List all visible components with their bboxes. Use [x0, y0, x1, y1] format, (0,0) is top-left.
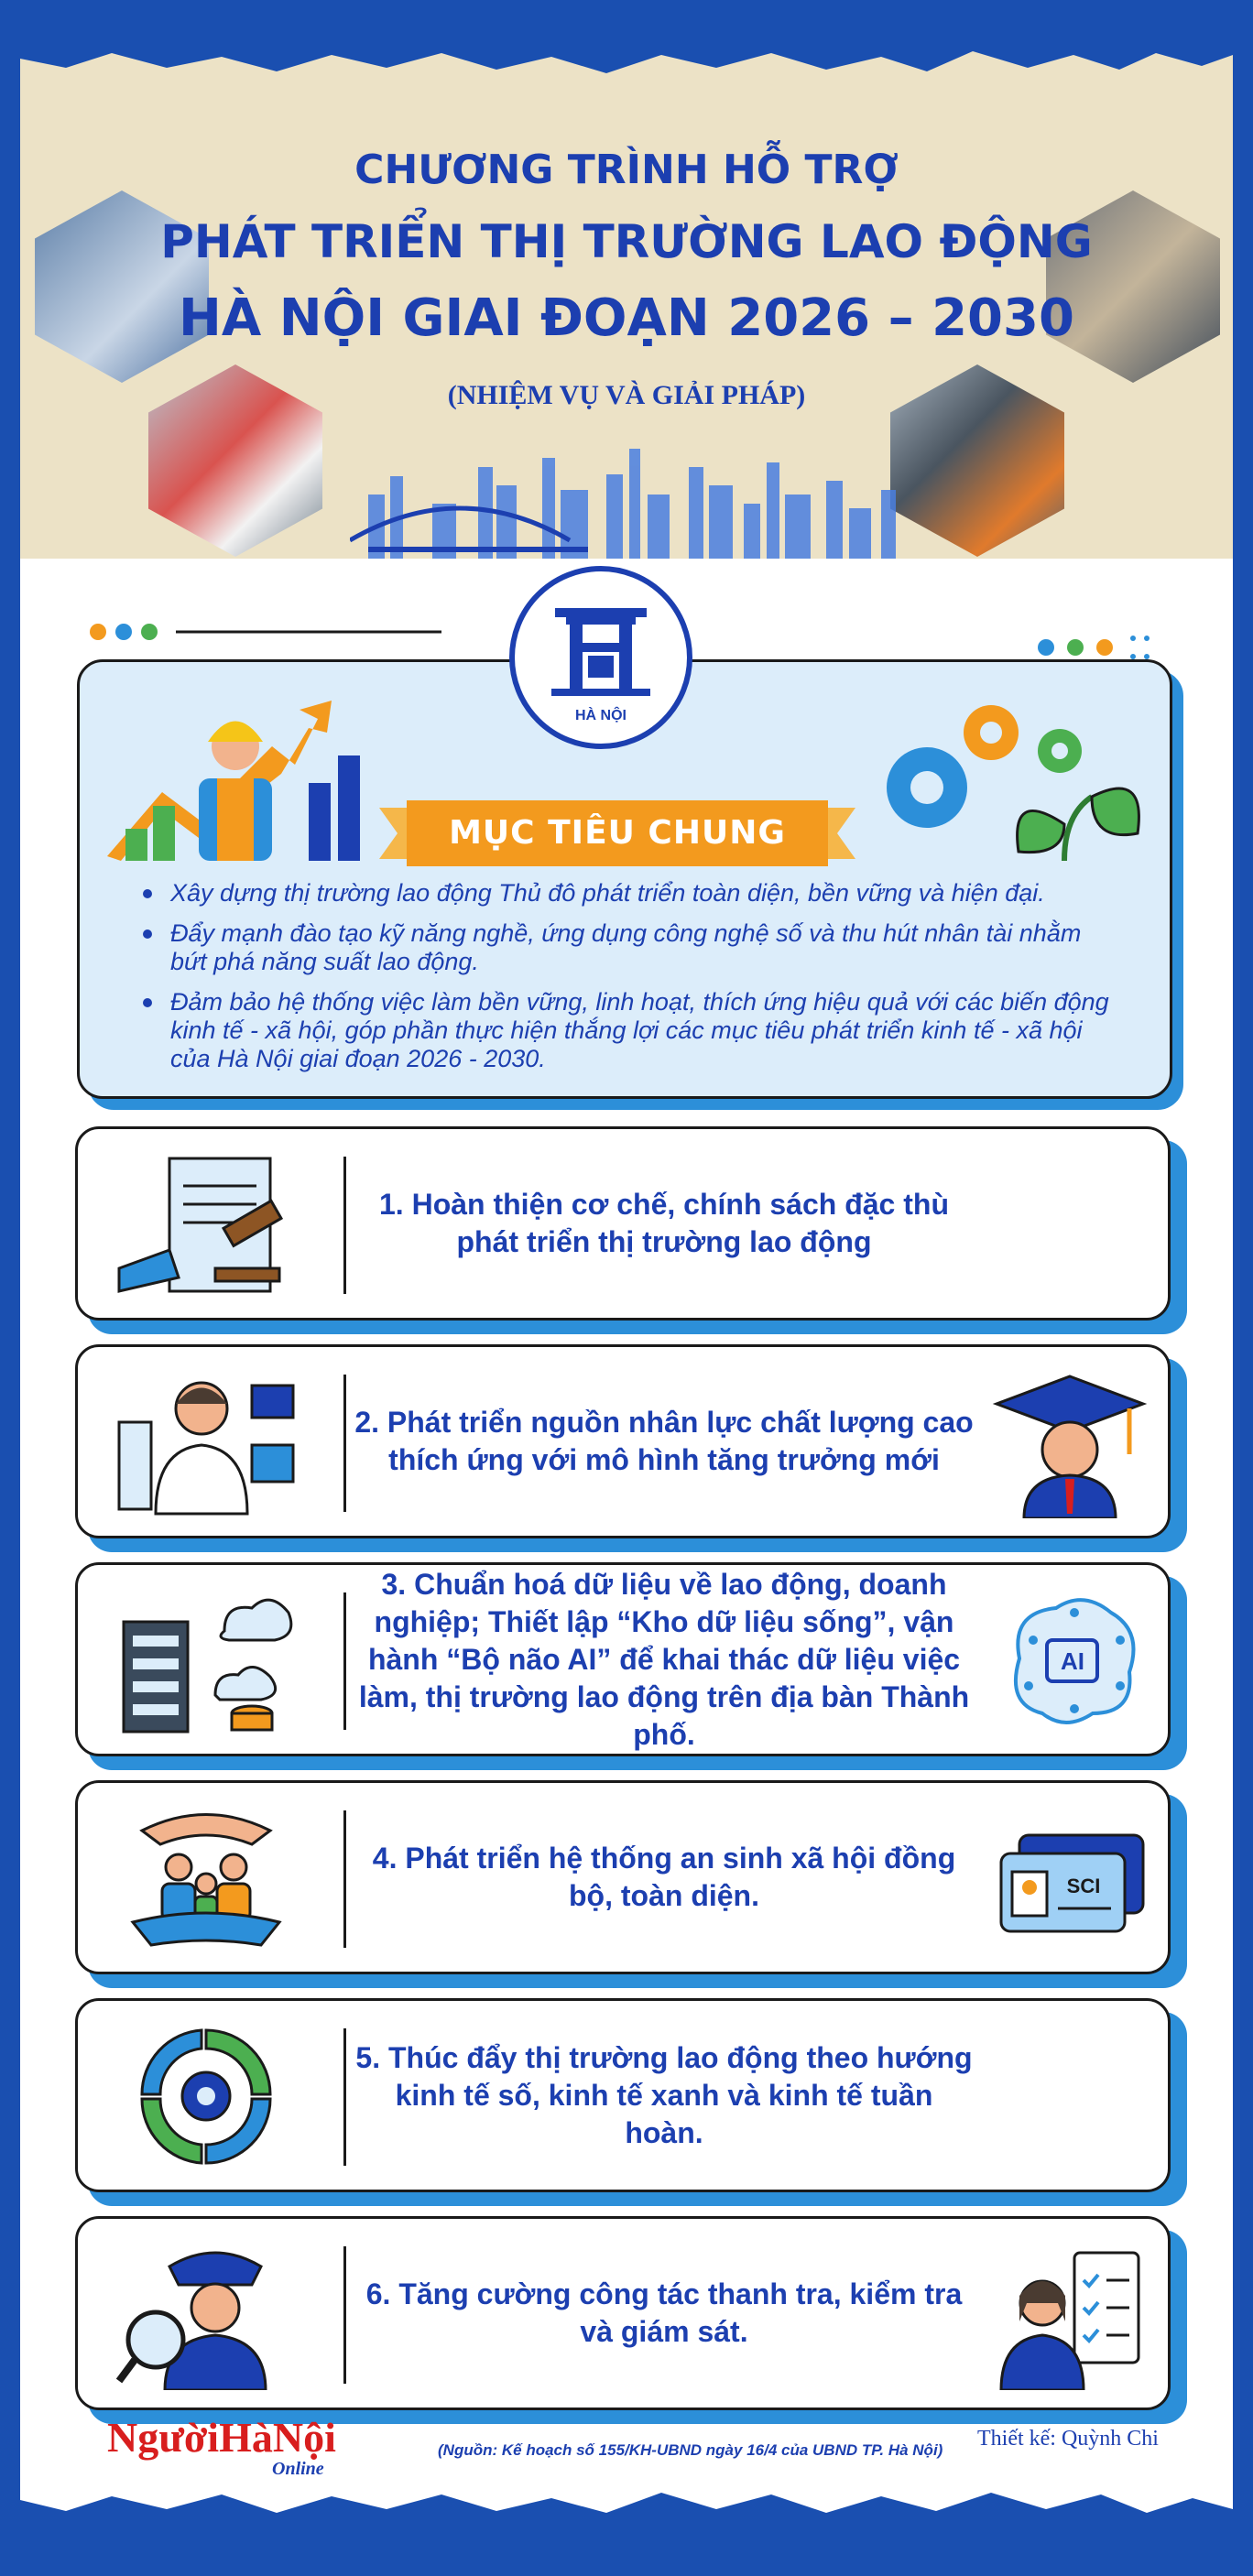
- goal-list: [139, 879, 1110, 1085]
- goal-item: Xây dựng thị trường lao động Thủ đô phát triển toàn diện, bền vững và hiện đại.: [139, 879, 1110, 908]
- card-separator: [343, 1157, 346, 1294]
- goal-item: Đẩy mạnh đào tạo kỹ năng nghề, ứng dụng công nghệ số và thu hút nhân tài nhằm bứt phá năng suất lao động.: [139, 919, 1110, 976]
- card-separator: [343, 1375, 346, 1512]
- task-text: 1. Hoàn thiện cơ chế, chính sách đặc thù phát triển thị trường lao động: [379, 1188, 949, 1258]
- goal-heading: MỤC TIÊU CHUNG: [449, 814, 786, 852]
- title-line-2: PHÁT TRIỂN THỊ TRƯỜNG LAO ĐỘNG: [160, 215, 1093, 268]
- brand-logo: [107, 2413, 336, 2479]
- ai-brain-icon: [992, 1585, 1148, 1736]
- id-card-icon: [992, 1803, 1148, 1954]
- gears-plant-icon: [863, 687, 1156, 870]
- brand-name: NgườiHàNội: [107, 2414, 336, 2461]
- task-card-1: [75, 1126, 1171, 1321]
- card-separator: [343, 2246, 346, 2384]
- graduate-icon: [992, 1367, 1148, 1518]
- legal-document-icon: [114, 1149, 298, 1300]
- hanoi-logo: [509, 566, 692, 749]
- task-card-3: [75, 1562, 1171, 1756]
- subtitle: (NHIỆM VỤ VÀ GIẢI PHÁP): [447, 380, 806, 410]
- torn-edge-bottom: [20, 2482, 1233, 2546]
- logo-text: HÀ NỘI: [575, 708, 626, 723]
- task-card-4: [75, 1780, 1171, 1974]
- scientist-icon: [114, 1367, 298, 1518]
- task-card-2: [75, 1344, 1171, 1538]
- task-card-5: [75, 1998, 1171, 2192]
- task-text: 5. Thúc đẩy thị trường lao động theo hướng kinh tế số, kinh tế xanh và kinh tế tuần hoàn.: [355, 2040, 973, 2149]
- checklist-officer-icon: [992, 2239, 1148, 2390]
- card-separator: [343, 1810, 346, 1948]
- card-separator: [343, 1592, 346, 1730]
- brand-sub: Online: [272, 2459, 324, 2479]
- source-note: (Nguồn: Kế hoạch số 155/KH-UBND ngày 16/4 của UBND TP. Hà Nội): [438, 2441, 943, 2459]
- decor-line-left: [176, 627, 451, 636]
- task-text: 2. Phát triển nguồn nhân lực chất lượng cao thích ứng với mô hình tăng trưởng mới: [354, 1406, 974, 1476]
- khue-van-cac-icon: [515, 571, 687, 744]
- family-care-icon: [114, 1803, 298, 1954]
- designer-credit: Thiết kế: Quỳnh Chi: [977, 2427, 1159, 2451]
- city-skyline-illustration: [350, 440, 936, 559]
- goal-item: Đảm bảo hệ thống việc làm bền vững, linh hoạt, thích ứng hiệu quả với các biến động kinh tế - xã hội, góp phần thực hiện thắng lợi các mục tiêu phát triển kinh tế - xã hội của Hà Nội giai đoạn 2026 - 2030.: [139, 988, 1110, 1073]
- torn-edge-top: [20, 27, 1233, 82]
- card-label: SCI: [1066, 1875, 1101, 1897]
- title-line-1: CHƯƠNG TRÌNH HỖ TRỢ: [354, 147, 899, 193]
- decor-dots-left: [89, 618, 162, 646]
- inspector-icon: [114, 2239, 298, 2390]
- circular-economy-icon: [114, 2021, 298, 2172]
- task-text: 3. Chuẩn hoá dữ liệu về lao động, doanh nghiệp; Thiết lập “Kho dữ liệu sống”, vận hành “Bộ não AI” để khai thác dữ liệu việc làm, thị trường lao động trên địa bàn Thành phố.: [358, 1567, 970, 1751]
- server-cloud-icon: [114, 1585, 298, 1736]
- worker-growth-icon: [98, 691, 391, 865]
- ai-label: AI: [1061, 1647, 1084, 1675]
- task-text: 6. Tăng cường công tác thanh tra, kiểm tra và giám sát.: [365, 2277, 963, 2348]
- task-text: 4. Phát triển hệ thống an sinh xã hội đồng bộ, toàn diện.: [372, 1842, 956, 1912]
- header-banner: [20, 27, 1233, 559]
- title-line-3: HÀ NỘI GIAI ĐOẠN 2026 – 2030: [179, 288, 1074, 348]
- task-card-6: [75, 2216, 1171, 2410]
- card-separator: [343, 2028, 346, 2166]
- infographic: [20, 27, 1233, 2546]
